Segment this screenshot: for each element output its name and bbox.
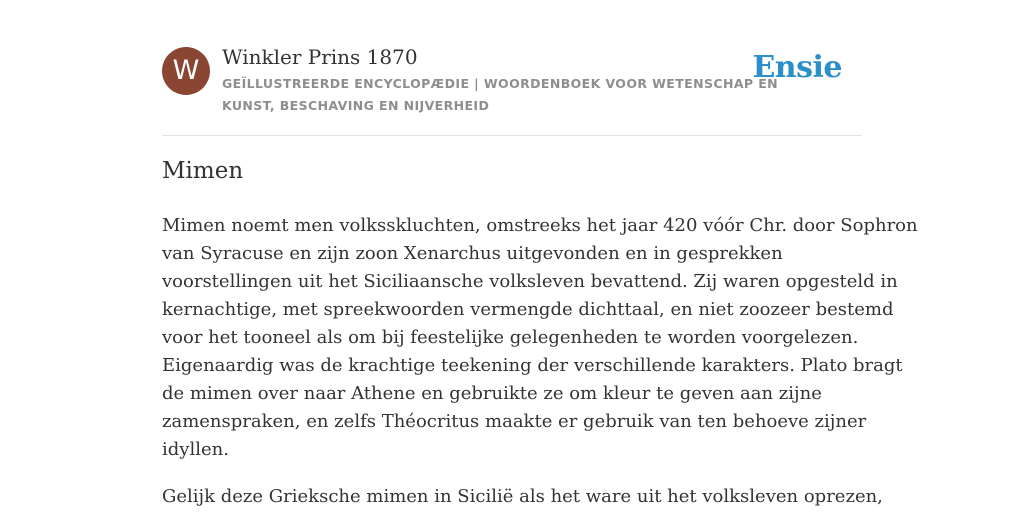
paragraph-line: voor het tooneel als om bij feestelijke gelegenheden te worden voorgelezen. — [162, 327, 859, 348]
page — [162, 0, 918, 512]
paragraph-line: van Syracuse en zijn zoon Xenarchus uitgevonden en in gesprekken — [162, 243, 783, 264]
paragraph-line: Mimen noemt men volksskluchten, omstreeks het jaar 420 vóór Chr. door Sophron — [162, 215, 918, 236]
source-title[interactable]: Winkler Prins 1870 — [222, 45, 418, 69]
paragraph-line: Eigenaardig was de krachtige teekening der verschillende karakters. Plato bragt — [162, 355, 903, 376]
ensie-logo-link[interactable]: Ensie — [752, 50, 842, 85]
paragraph-line: idyllen. — [162, 439, 229, 460]
source-subtitle-line: KUNST, BESCHAVING EN NIJVERHEID — [222, 98, 490, 113]
paragraph-line: voorstellingen uit het Siciliaansche volksleven bevattend. Zij waren opgesteld in — [162, 271, 898, 292]
source-header — [162, 44, 862, 136]
paragraph-line: de mimen over naar Athene en gebruikte ze om kleur te geven aan zijne — [162, 383, 822, 404]
article-paragraph — [162, 212, 918, 464]
source-avatar[interactable]: W — [162, 47, 210, 95]
paragraph-line: zamenspraken, en zelfs Théocritus maakte er gebruik van ten behoeve zijner — [162, 411, 867, 432]
source-subtitle-line: GEÏLLUSTREERDE ENCYCLOPÆDIE | WOORDENBOEK VOOR WETENSCHAP EN — [222, 76, 779, 91]
paragraph-line: Gelijk deze Grieksche mimen in Sicilië als het ware uit het volksleven oprezen, — [162, 486, 883, 507]
article-paragraph — [162, 483, 883, 511]
article-title: Mimen — [162, 158, 244, 184]
paragraph-line: kernachtige, met spreekwoorden vermengde dichttaal, en niet zoozeer bestemd — [162, 299, 894, 320]
source-subtitle — [222, 73, 779, 117]
